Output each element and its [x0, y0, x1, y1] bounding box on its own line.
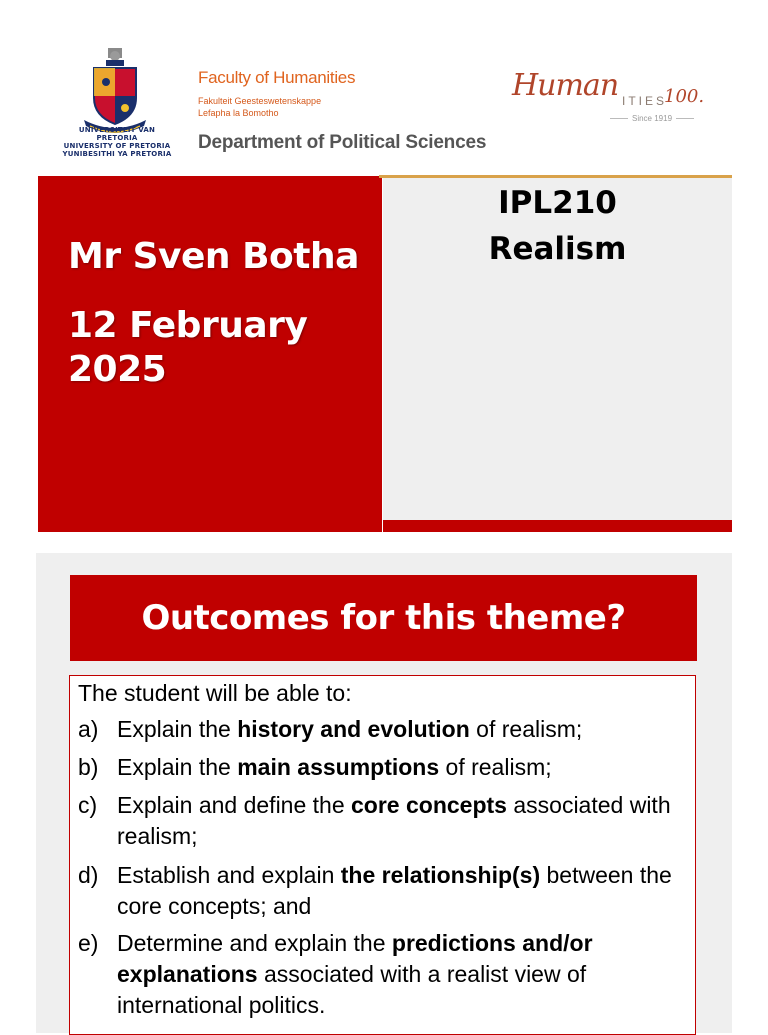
course-title: Realism — [488, 231, 627, 267]
course-heading — [383, 180, 732, 272]
faculty-title: Faculty of Humanities — [198, 68, 356, 87]
presentation-date: 12 February 2025 — [68, 305, 308, 390]
outcomes-list-box — [69, 675, 696, 1035]
humanities-100-logo — [512, 58, 712, 136]
university-name: UNIVERSITEIT VAN PRETORIA UNIVERSITY OF PRETORIA YUNIBESITHI YA PRETORIA — [62, 126, 172, 158]
outcomes-intro: The student will be able to: — [78, 680, 352, 706]
presenter-panel — [38, 176, 382, 532]
humanities-script: Human — [512, 68, 619, 103]
red-footer-bar — [383, 520, 732, 532]
outcome-item-b: b) Explain the main assumptions of realism; — [78, 754, 552, 780]
presenter-name: Mr Sven Botha — [68, 236, 359, 277]
outcome-item-a: a) Explain the history and evolution of realism; — [78, 716, 583, 742]
outcome-item-c: c) Explain and define the core concepts associated with realism; — [78, 792, 671, 849]
title-slide — [36, 14, 732, 532]
department-name: Department of Political Sciences — [198, 132, 487, 153]
outcomes-title: Outcomes for this theme? — [141, 598, 626, 638]
outcome-item-d: d) Establish and explain the relationship(s) between the core concepts; and — [78, 862, 672, 919]
outcomes-header — [70, 575, 697, 661]
course-code: IPL210 — [498, 185, 617, 221]
faculty-subtitle: Fakulteit Geesteswetenskappe Lefapha la Bomotho — [198, 96, 322, 118]
humanities-number: 100. — [664, 86, 705, 107]
outcomes-slide — [36, 553, 732, 1033]
outcome-item-e: e) Determine and explain the predictions and/or explanations associated with a realist view of international politics. — [78, 930, 593, 1018]
humanities-since: Since 1919 — [602, 114, 702, 123]
humanities-caps: ITIES — [622, 94, 668, 108]
